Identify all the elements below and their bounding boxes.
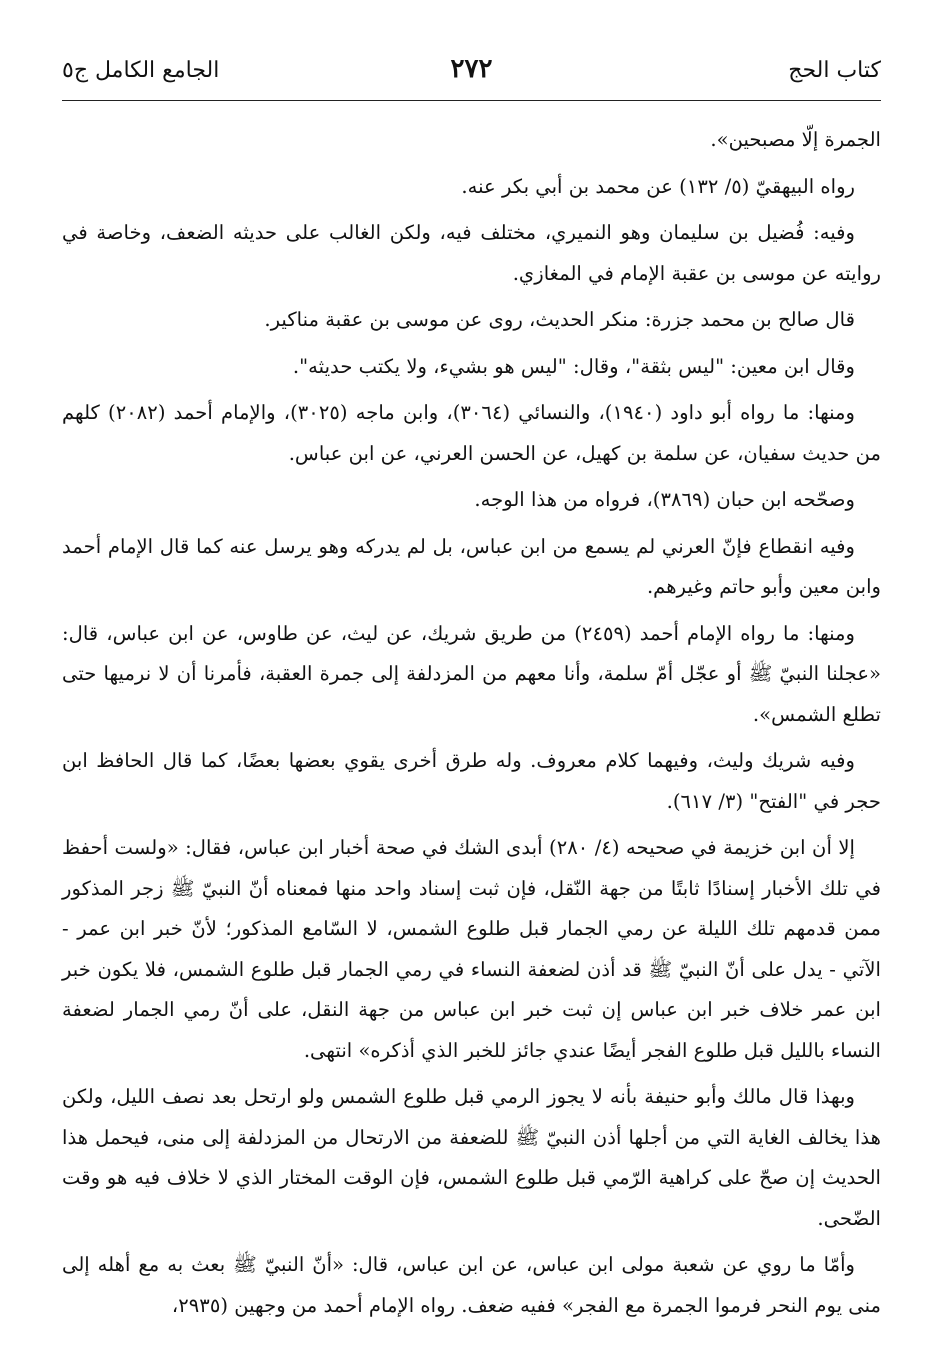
paragraph: ومنها: ما رواه أبو داود (١٩٤٠)، والنسائي (٣٠٦٤)، وابن ماجه (٣٠٢٥)، والإمام أحمد (٢٠٨٢) كلهم من حديث سفيان، عن سلمة بن كهيل، عن الحسن العرني، عن ابن عباس. [62,401,881,465]
paragraph: وفيه شريك وليث، وفيهما كلام معروف. وله طرق أخرى يقوي بعضها بعضًا، كما قال الحافظ ابن حجر في "الفتح" (٣/ ٦١٧). [62,749,881,813]
running-head-book-title: كتاب الحج [788,58,881,83]
paragraph: وفيه: فُضيل بن سليمان وهو النميري، مختلف فيه، ولكن الغالب على حديثه الضعف، وخاصة في روايته عن موسى بن عقبة الإمام في المغازي. [62,221,881,285]
paragraph-continuation: الجمرة إلّا مصبحين». [710,128,881,151]
paragraph: وصحّحه ابن حبان (٣٨٦٩)، فرواه من هذا الوجه. [474,488,855,511]
page-number: ٢٧٢ [450,54,493,84]
paragraph: وفيه انقطاع فإنّ العرني لم يسمع من ابن عباس، بل لم يدركه وهو يرسل عنه كما قال الإمام أحمد وابن معين وأبو حاتم وغيرهم. [62,534,881,598]
paragraph: رواه البيهقيّ (٥/ ١٣٢) عن محمد بن أبي بكر عنه. [461,174,855,198]
paragraph: إلا أن ابن خزيمة في صحيحه (٤/ ٢٨٠) أبدى الشك في صحة أخبار ابن عباس، فقال: «ولست أحفظ في تلك الأخبار إسنادًا ثابتًا من جهة النّقل، فإن ثبت إسناد واحد منها فمعناه أنّ النبيّ ﷺ زجر المذكور ممن قدمهم تلك الليلة عن رمي الجمار قبل طلوع الشمس، لا السّامع المذكور؛ لأنّ خبر ابن عمر - الآتي - يدل على أنّ النبيّ ﷺ قد أذن لضعفة النساء في رمي الجمار قبل طلوع الشمس، فلا يكون خبر ابن عمر خلاف خبر ابن عباس إن ثبت خبر ابن عباس من جهة النقل، على أنّ رمي الجمار لضعفة النساء بالليل قبل طلوع الفجر أيضًا عندي جائز للخبر الذي أذكره» انتهى. [62,836,881,1062]
page-body [62,120,881,1332]
paragraph: وبهذا قال مالك وأبو حنيفة بأنه لا يجوز الرمي قبل طلوع الشمس ولو ارتحل بعد نصف الليل، ولكن هذا يخالف الغاية التي من أجلها أذن النبيّ ﷺ للضعفة من الارتحال من المزدلفة إلى منى، فيحمل هذا الحديث إن صحّ على كراهية الرّمي قبل طلوع الشمس، فإن الوقت المختار الذي لا خلاف فيه هو وقت الضّحى. [62,1085,881,1230]
paragraph: قال صالح بن محمد جزرة: منكر الحديث، روى عن موسى بن عقبة مناكير. [264,308,855,331]
paragraph: وأمّا ما روي عن شعبة مولى ابن عباس، عن ابن عباس، قال: «أنّ النبيّ ﷺ بعث به مع أهله إلى منى يوم النحر فرموا الجمرة مع الفجر» ففيه ضعف. رواه الإمام أحمد من وجهين (٢٩٣٥، [62,1253,881,1317]
running-head-collection: الجامع الكامل ج٥ [62,58,220,83]
paragraph: وقال ابن معين: "ليس بثقة"، وقال: "ليس هو بشيء، ولا يكتب حديثه". [292,354,855,378]
header-divider [62,100,881,101]
paragraph: ومنها: ما رواه الإمام أحمد (٢٤٥٩) من طريق شريك، عن ليث، عن طاوس، عن ابن عباس، قال: «عجلنا النبيّ ﷺ أو عجّل أمّ سلمة، وأنا معهم من المزدلفة إلى جمرة العقبة، فأمرنا أن لا نرميها حتى تطلع الشمس». [62,621,881,726]
page-header [62,52,881,96]
